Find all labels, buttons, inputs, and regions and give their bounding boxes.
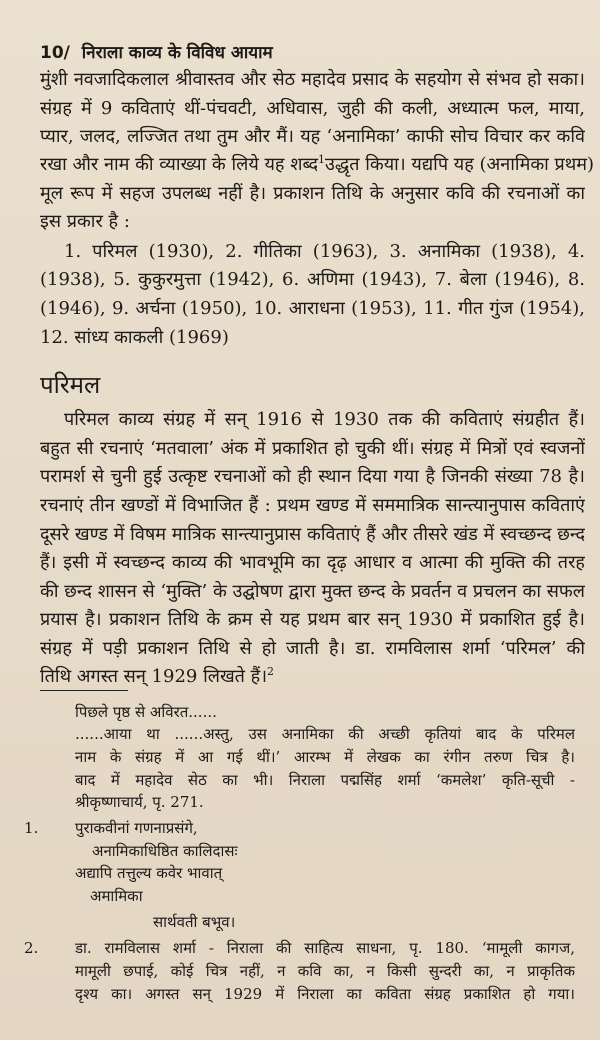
body-line: मूल रूप में सहज उपलब्ध नहीं है। प्रकाशन तिथि के अनुसार कवि की रचनाओं का <box>40 183 585 204</box>
footnote-line: नाम के संग्रह में आ गई थीं।’ आरम्भ में लेखक का रंगीन तरुण चित्र है। <box>75 748 575 766</box>
verse-line: सार्थवती बभूव। <box>153 913 236 931</box>
running-header <box>40 40 273 63</box>
footnote-line: मामूली छपाई, कोई चित्र नहीं, न कवि का, न किसी सुन्दरी का, न प्राकृतिक <box>75 962 575 980</box>
footnote-divider <box>40 690 128 691</box>
footnote-ref: 1 <box>318 153 326 166</box>
section-heading: परिमल <box>40 371 101 399</box>
footnote-line: दृश्य का। अगस्त सन् 1929 में निराला का कविता संग्रह प्रकाशित हो गया। <box>75 985 575 1003</box>
body-text: उद्धृत किया। यद्यपि यह (अनामिका प्रथम) <box>325 154 595 175</box>
body-line: बहुत सी रचनाएं ‘मतवाला’ अंक में प्रकाशित हो चुकी थीं। संग्रह में मित्रों एवं स्वजनों <box>40 438 585 459</box>
verse-line: अनामिकाधिष्ठित कालिदासः <box>92 842 238 860</box>
verse-line: अद्यापि तत्तुल्य कवेर भावात् <box>75 864 223 882</box>
body-line: की छन्द शासन से ‘मुक्ति’ के उद्घोषण द्वारा मुक्त छन्द के प्रवर्तन व प्रचलन का सफल <box>40 581 585 602</box>
works-list-line: (1938), 5. कुकुरमुत्ता (1942), 6. अणिमा (1943), 7. बेला (1946), 8. <box>40 269 585 290</box>
verse-line: अमामिका <box>90 887 143 905</box>
body-line: संग्रह में 9 कविताएं थीं-पंचवटी, अधिवास, जुही की कली, अध्यात्म फल, माया, <box>40 98 585 119</box>
header-separator: / <box>63 43 70 63</box>
body-line: इस प्रकार है : <box>40 211 130 232</box>
footnote-number: 2. <box>24 939 39 957</box>
body-line: परामर्श से चुनी हुई उत्कृष्ट रचनाओं को ही स्थान दिया गया है जिनकी संख्या 78 है। <box>40 466 585 487</box>
body-line: प्रयास है। प्रकाशन तिथि के क्रम से यह प्रथम बार सन् 1930 में प्रकाशित हुई है। <box>40 609 585 630</box>
works-list-line: 1. परिमल (1930), 2. गीतिका (1963), 3. अनामिका (1938), 4. <box>64 241 585 262</box>
works-list-line: (1946), 9. अर्चना (1950), 10. आराधना (1953), 11. गीत गुंज (1954), <box>40 298 585 319</box>
body-line: दूसरे खण्ड में विषम मात्रिक सान्त्यानुप्रास कविताएं हैं और तीसरे खंड में स्वच्छन्द छन्द <box>40 524 585 545</box>
footnote-line: बाद में महादेव सेठ का भी। निराला पद्मसिंह शर्मा ‘कमलेश’ कृति-सूची - <box>75 771 575 789</box>
body-line: परिमल काव्य संग्रह में सन् 1916 से 1930 तक की कविताएं संग्रहीत हैं। <box>64 409 585 430</box>
body-line: रचनाएं तीन खण्डों में विभाजित हैं : प्रथम खण्ड में सममात्रिक सान्त्यानुपास कविताएं <box>40 495 585 516</box>
body-line: प्यार, जलद, लज्जित तथा तुम और मैं। यह ‘अनामिका’ काफी सोच विचार कर कवि <box>40 126 585 147</box>
body-line: मुंशी नवजादिकलाल श्रीवास्तव और सेठ महादेव प्रसाद के सहयोग से संभव हो सका। <box>40 69 585 90</box>
works-list-line: 12. सांध्य काकली (1969) <box>40 327 229 348</box>
body-line: हैं। इसी में स्वच्छन्द काव्य की भावभूमि का दृढ़ आधार व आत्मा की मुक्ति की तरह <box>40 552 585 573</box>
body-line: संग्रह में पड़ी प्रकाशन तिथि से हो जाती है। डा. रामविलास शर्मा ‘परिमल’ की <box>40 638 585 659</box>
verse-line: पुराकवीनां गणनाप्रसंगे, <box>75 819 198 837</box>
body-line <box>40 153 595 177</box>
page-number: 10 <box>40 43 64 63</box>
footnote-ref: 2 <box>267 665 275 678</box>
footnote-line: श्रीकृष्णाचार्य, पृ. 271. <box>75 793 204 811</box>
footnote-number: 1. <box>24 819 39 837</box>
body-line <box>40 665 585 689</box>
footnote-line: ......आया था ......अस्तु, उस अनामिका की अच्छी कृतियां बाद के परिमल <box>75 725 575 743</box>
body-text: रखा और नाम की व्याख्या के लिये यह शब्द <box>40 154 319 175</box>
footnote-line: पिछले पृष्ठ से अविरत...... <box>75 703 217 721</box>
body-text: तिथि अगस्त सन् 1929 लिखते हैं। <box>40 666 268 687</box>
running-title: निराला काव्य के विविध आयाम <box>81 43 273 63</box>
footnote-line: डा. रामविलास शर्मा - निराला की साहित्य साधना, पृ. 180. ‘मामूली कागज, <box>75 939 575 957</box>
